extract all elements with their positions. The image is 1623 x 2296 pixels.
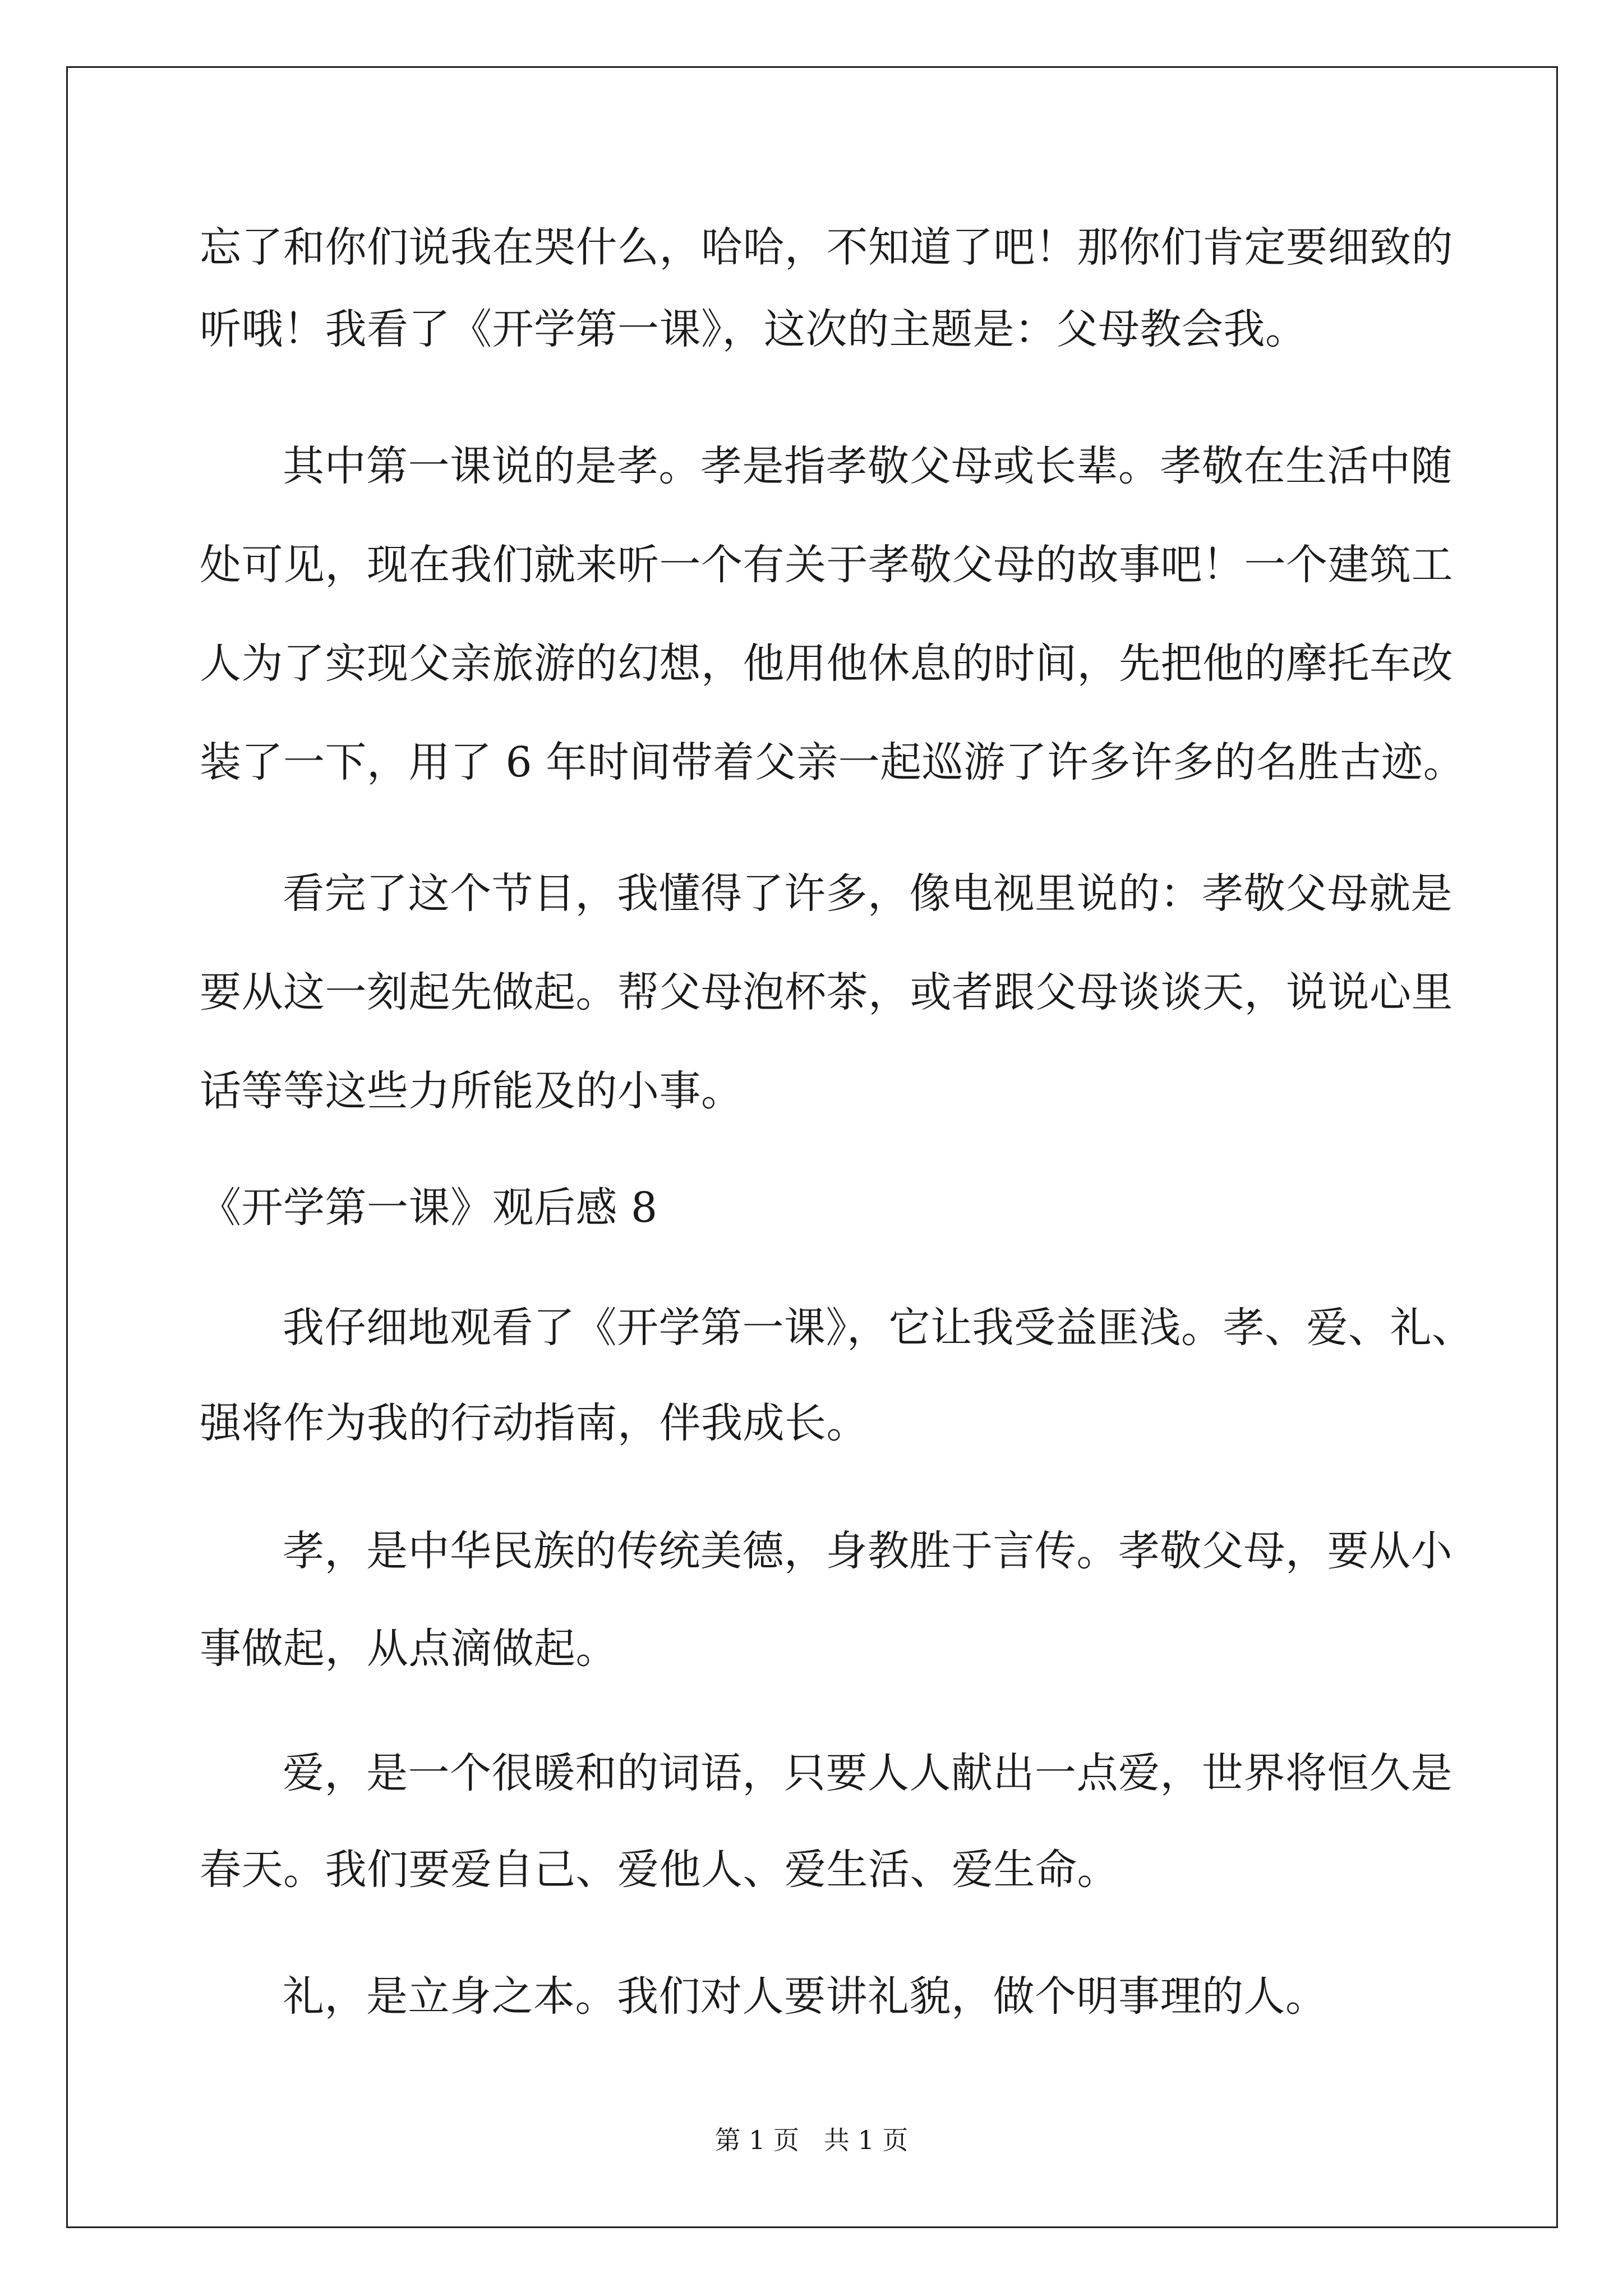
paragraph-2-line-1: 其中第一课说的是孝。孝是指孝敬父母或长辈。孝敬在生活中随 (283, 442, 1453, 490)
paragraph-3-line-1: 看完了这个节目，我懂得了许多，像电视里说的：孝敬父母就是 (283, 869, 1453, 918)
paragraph-1-line-2: 听哦！我看了《开学第一课》，这次的主题是：父母教会我。 (200, 305, 1307, 353)
paragraph-5-line-1: 孝，是中华民族的传统美德，身教胜于言传。孝敬父母，要从小 (283, 1527, 1453, 1575)
paragraph-2-line-4: 装了一下，用了 6 年时间带着父亲一起巡游了许多许多的名胜古迹。 (200, 738, 1465, 786)
section-heading: 《开学第一课》观后感 8 (200, 1184, 658, 1232)
paragraph-3-line-2: 要从这一刻起先做起。帮父母泡杯茶，或者跟父母谈谈天，说说心里 (200, 968, 1453, 1016)
paragraph-6-line-1: 爱，是一个很暖和的词语，只要人人献出一点爱，世界将恒久是 (283, 1749, 1453, 1797)
paragraph-4-line-1: 我仔细地观看了《开学第一课》，它让我受益匪浅。孝、爱、礼、 (283, 1304, 1474, 1352)
paragraph-2-line-3: 人为了实现父亲旅游的幻想，他用他休息的时间，先把他的摩托车改 (200, 639, 1453, 688)
paragraph-7-line-1: 礼，是立身之本。我们对人要讲礼貌，做个明事理的人。 (283, 1972, 1327, 2021)
paragraph-3-line-3: 话等等这些力所能及的小事。 (200, 1067, 743, 1115)
page-footer: 第 1 页 共 1 页 (714, 2125, 909, 2155)
paragraph-5-line-2: 事做起，从点滴做起。 (200, 1625, 617, 1673)
paragraph-6-line-2: 春天。我们要爱自己、爱他人、爱生活、爱生命。 (200, 1846, 1119, 1894)
paragraph-2-line-2: 处可见，现在我们就来听一个有关于孝敬父母的故事吧！一个建筑工 (200, 541, 1453, 589)
paragraph-4-line-2: 强将作为我的行动指南，伴我成长。 (200, 1399, 868, 1447)
paragraph-1-line-1: 忘了和你们说我在哭什么，哈哈，不知道了吧！那你们肯定要细致的 (200, 223, 1453, 272)
page-border (66, 66, 1558, 2228)
